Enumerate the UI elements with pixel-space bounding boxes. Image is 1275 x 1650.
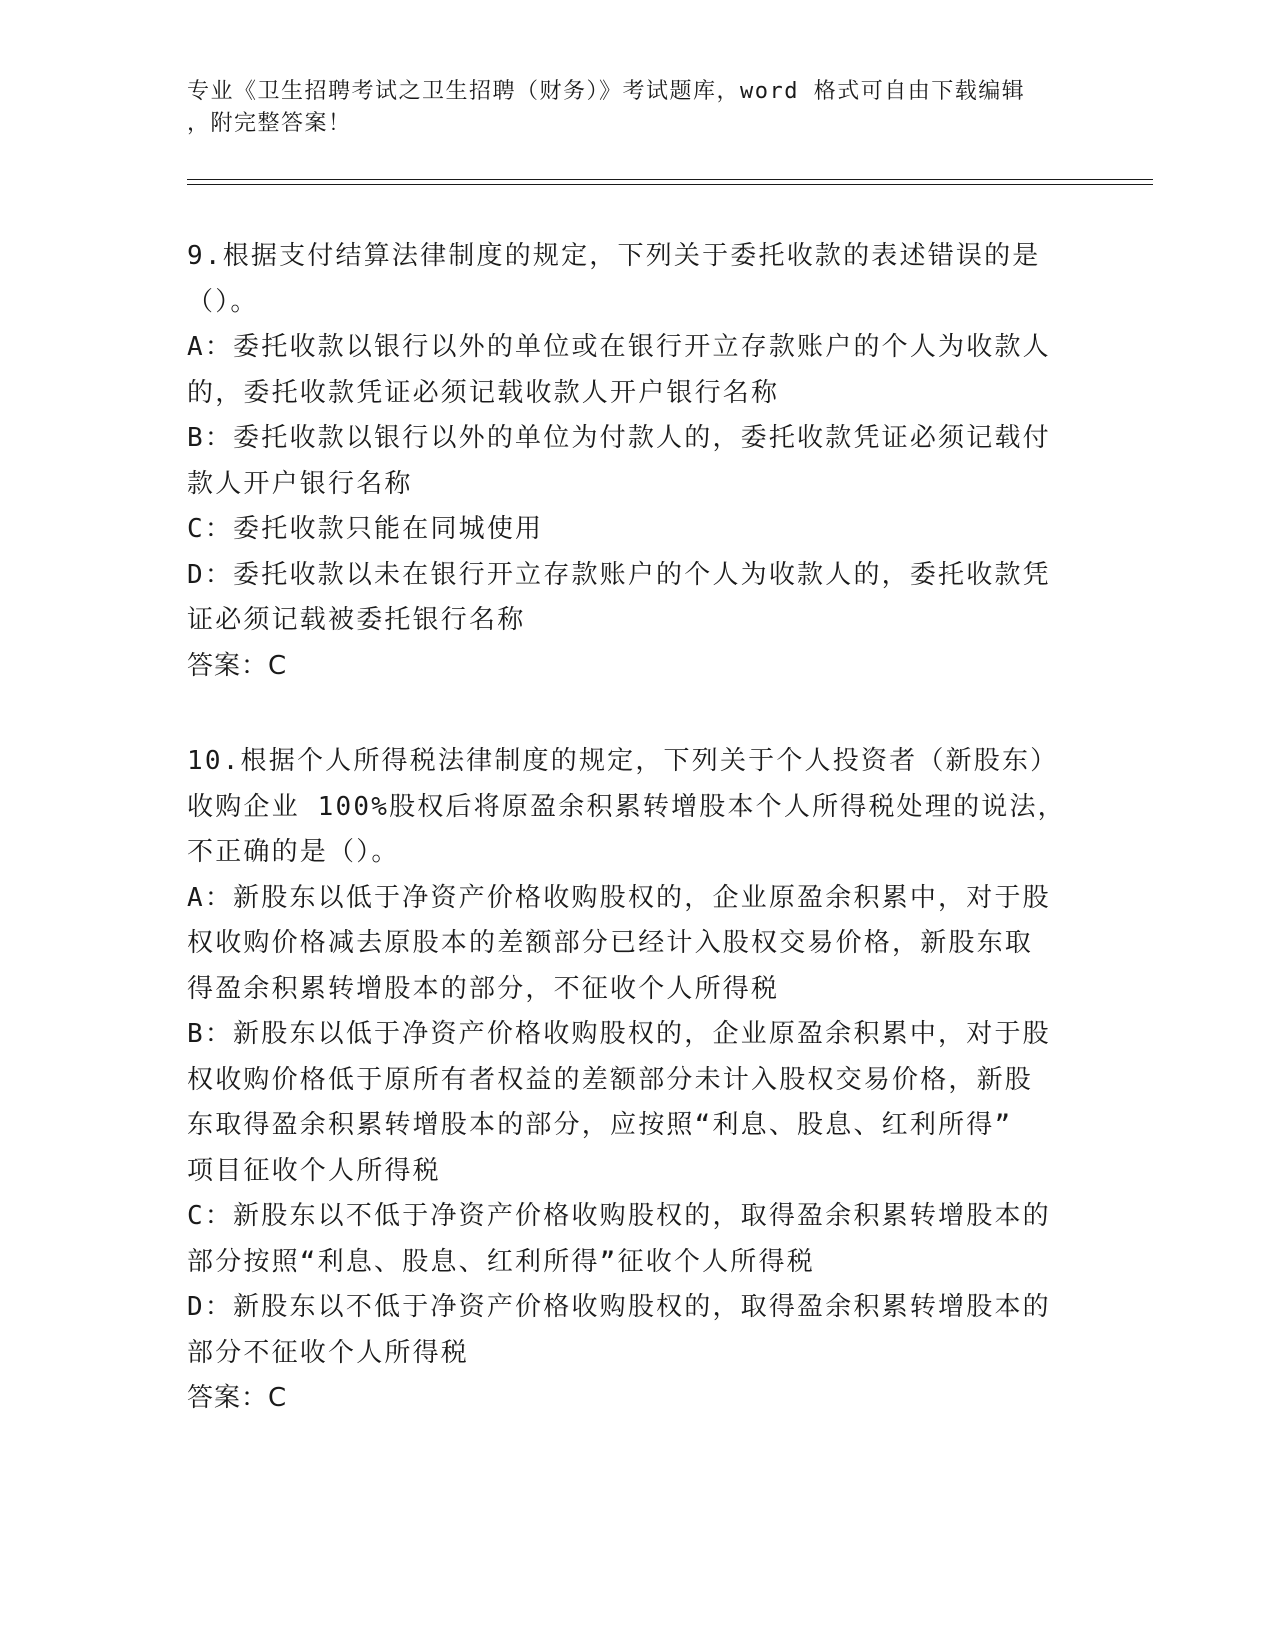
option-line: A：委托收款以银行以外的单位或在银行开立存款账户的个人为收款人 — [187, 332, 1051, 362]
answer-line: 答案：C — [187, 1383, 288, 1413]
header-line: ，附完整答案！ — [187, 111, 352, 136]
answer-line: 答案：C — [187, 650, 288, 681]
option-line: D：新股东以不低于净资产价格收购股权的，取得盈余积累转增股本的 — [187, 1292, 1051, 1322]
header-line: 专业《卫生招聘考试之卫生招聘（财务）》考试题库，word 格式可自由下载编辑 — [187, 79, 1026, 104]
option-line: B：委托收款以银行以外的单位为付款人的，委托收款凭证必须记载付 — [187, 423, 1051, 453]
option-line: D：委托收款以未在银行开立存款账户的个人为收款人的，委托收款凭 — [187, 559, 1051, 590]
option-line: B：新股东以低于净资产价格收购股权的，企业原盈余积累中，对于股 — [187, 1019, 1051, 1049]
question-stem-line: 9.根据支付结算法律制度的规定，下列关于委托收款的表述错误的是 — [187, 241, 1041, 271]
option-line: 部分按照“利息、股息、红利所得”征收个人所得税 — [187, 1246, 815, 1277]
option-line: A：新股东以低于净资产价格收购股权的，企业原盈余积累中，对于股 — [187, 882, 1051, 913]
option-line: 证必须记载被委托银行名称 — [187, 605, 526, 635]
option-line: 项目征收个人所得税 — [187, 1155, 441, 1186]
option-line: 部分不征收个人所得税 — [187, 1337, 470, 1368]
option-line: 的，委托收款凭证必须记载收款人开户银行名称 — [187, 377, 780, 408]
document-header — [187, 76, 1087, 140]
question-stem-line: （）。 — [187, 286, 259, 317]
option-line: 东取得盈余积累转增股本的部分，应按照“利息、股息、红利所得” — [187, 1110, 1013, 1140]
option-line: 款人开户银行名称 — [187, 468, 413, 499]
header-divider — [187, 184, 1153, 185]
question-stem-line: 不正确的是（）。 — [187, 837, 400, 867]
option-line: 权收购价格减去原股本的差额部分已经计入股权交易价格，新股东取 — [187, 928, 1034, 958]
question-stem-line: 收购企业 100%股权后将原盈余积累转增股本个人所得税处理的说法， — [187, 791, 1066, 822]
option-line: C：委托收款只能在同城使用 — [187, 514, 544, 544]
question-stem-line: 10.根据个人所得税法律制度的规定，下列关于个人投资者（新股东） — [187, 746, 1059, 776]
option-line: 得盈余积累转增股本的部分，不征收个人所得税 — [187, 973, 780, 1004]
header-divider — [187, 179, 1153, 180]
question-9 — [187, 234, 1087, 689]
question-10 — [187, 739, 1087, 1422]
option-line: C：新股东以不低于净资产价格收购股权的，取得盈余积累转增股本的 — [187, 1201, 1051, 1231]
option-line: 权收购价格低于原所有者权益的差额部分未计入股权交易价格，新股 — [187, 1064, 1034, 1095]
